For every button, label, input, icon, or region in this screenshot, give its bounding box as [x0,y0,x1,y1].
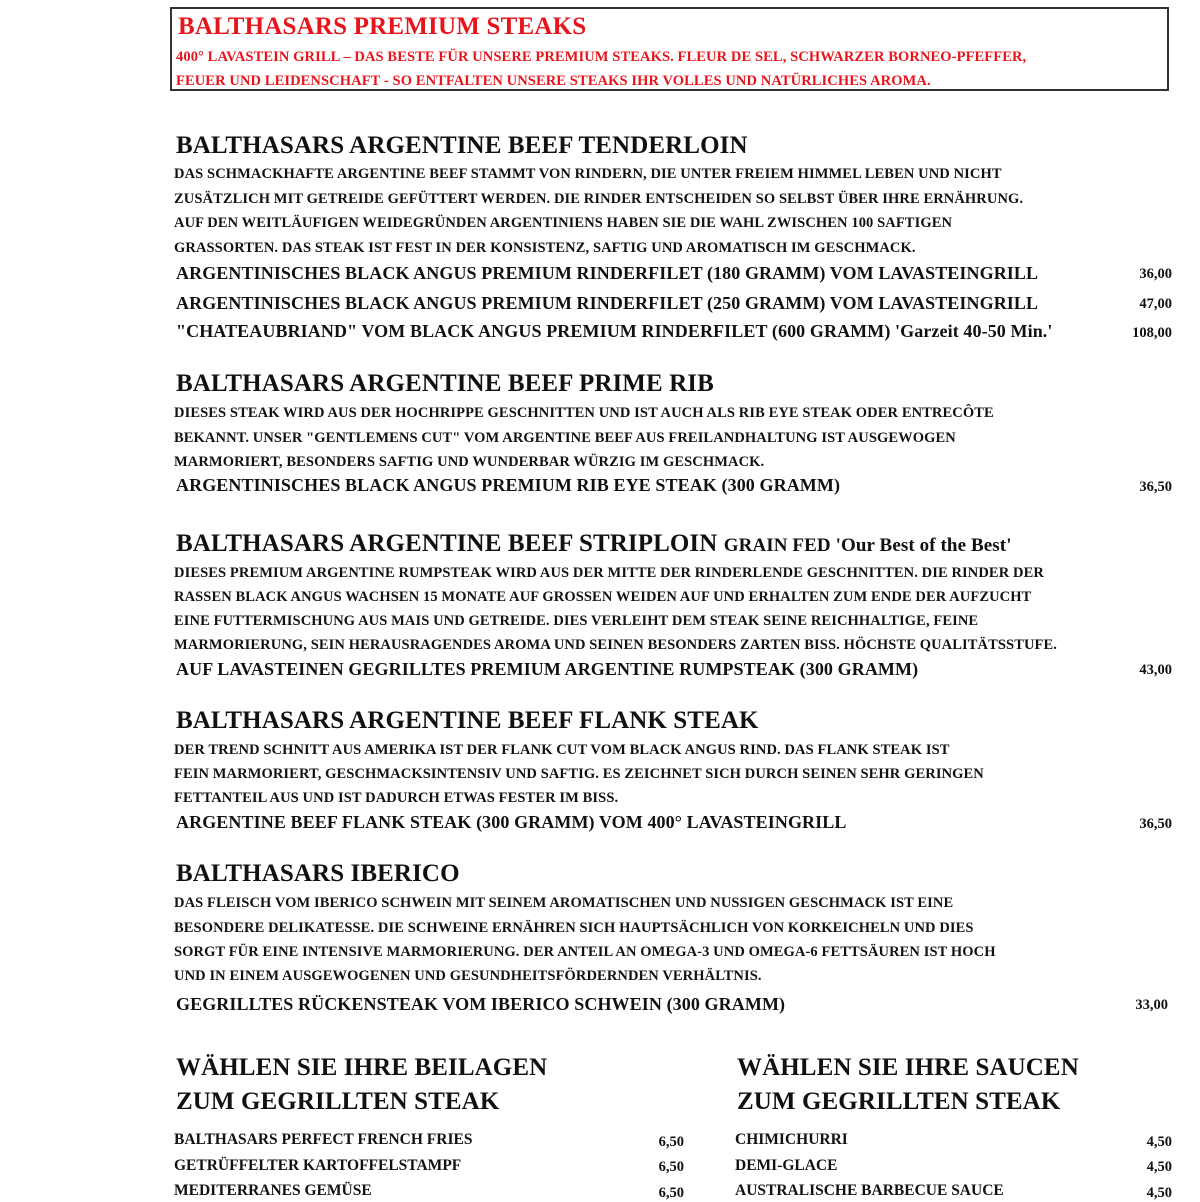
section-desc-line: FEIN MARMORIERT, GESCHMACKSINTENSIV UND SAFTIG. ES ZEICHNET SICH DURCH SEINEN SEHR GERINGEN [174,766,984,782]
header-intro-line-1: 400° LAVASTEIN GRILL – DAS BESTE FÜR UNSERE PREMIUM STEAKS. FLEUR DE SEL, SCHWARZER BORNEO-PFEFFER, [176,49,1027,65]
side-item-name: BALTHASARS PERFECT FRENCH FRIES [174,1131,473,1148]
menu-item-price: 33,00 [1135,997,1168,1013]
side-item-name: MEDITERRANES GEMÜSE [174,1182,372,1199]
section-subtitle: GRAIN FED 'Our Best of the Best' [723,535,1012,556]
section-desc-line: MARMORIERT, BESONDERS SAFTIG UND WUNDERBAR WÜRZIG IM GESCHMACK. [174,454,765,470]
menu-item-name: ARGENTINISCHES BLACK ANGUS PREMIUM RIB EYE STEAK (300 GRAMM) [176,475,841,495]
section-desc-line: DAS SCHMACKHAFTE ARGENTINE BEEF STAMMT VON RINDERN, DIE UNTER FREIEM HIMMEL LEBEN UND NICHT [174,166,1002,182]
sauces-title-line-1: WÄHLEN SIE IHRE SAUCEN [737,1054,1079,1081]
header-box [170,7,1169,91]
menu-item-name: GEGRILLTES RÜCKENSTEAK VOM IBERICO SCHWEIN (300 GRAMM) [176,994,786,1014]
menu-item-price: 36,50 [1139,479,1172,495]
section-title-text: BALTHASARS ARGENTINE BEEF STRIPLOIN [176,530,718,557]
sauce-item-name: DEMI-GLACE [735,1157,838,1174]
menu-item-price: 43,00 [1139,662,1172,678]
section-desc-line: FETTANTEIL AUS UND IST DADURCH ETWAS FESTER IM BISS. [174,790,619,806]
section-desc-line: DER TREND SCHNITT AUS AMERIKA IST DER FLANK CUT VOM BLACK ANGUS RIND. DAS FLANK STEAK IST [174,742,950,758]
menu-item-price: 36,50 [1139,816,1172,832]
sauce-item-name: AUSTRALISCHE BARBECUE SAUCE [735,1182,1004,1199]
section-title-tenderloin: BALTHASARS ARGENTINE BEEF TENDERLOIN [176,132,748,159]
side-item-name: GETRÜFFELTER KARTOFFELSTAMPF [174,1157,462,1174]
section-title-prime-rib: BALTHASARS ARGENTINE BEEF PRIME RIB [176,370,714,397]
section-desc-line: ZUSÄTZLICH MIT GETREIDE GEFÜTTERT WERDEN. DIE RINDER ENTSCHEIDEN SO SELBST ÜBER IHRE ERNÄHRUNG. [174,191,1024,207]
section-title-iberico: BALTHASARS IBERICO [176,860,460,887]
section-desc-line: AUF DEN WEITLÄUFIGEN WEIDEGRÜNDEN ARGENTINIENS HABEN SIE DIE WAHL ZWISCHEN 100 SAFTIGEN [174,215,953,231]
side-item-price: 6,50 [658,1134,684,1150]
side-item-price: 6,50 [658,1159,684,1175]
menu-item-name: AUF LAVASTEINEN GEGRILLTES PREMIUM ARGENTINE RUMPSTEAK (300 GRAMM) [176,659,919,679]
section-desc-line: GRASSORTEN. DAS STEAK IST FEST IN DER KONSISTENZ, SAFTIG UND AROMATISCH IM GESCHMACK. [174,240,916,256]
menu-item-name: "CHATEAUBRIAND" VOM BLACK ANGUS PREMIUM RINDERFILET (600 GRAMM) 'Garzeit 40-50 Min.' [176,321,1053,341]
menu-item-price: 108,00 [1132,325,1172,341]
sauce-item-price: 4,50 [1146,1185,1172,1201]
section-desc-line: EINE FUTTERMISCHUNG AUS MAIS UND GETREIDE. DIES VERLEIHT DEM STEAK SEINE REICHHALTIGE, FEINE [174,613,979,629]
menu-item-name: ARGENTINE BEEF FLANK STEAK (300 GRAMM) VOM 400° LAVASTEINGRILL [176,812,847,832]
sides-title-line-1: WÄHLEN SIE IHRE BEILAGEN [176,1054,548,1081]
menu-item-price: 47,00 [1139,296,1172,312]
sauces-title-line-2: ZUM GEGRILLTEN STEAK [737,1088,1061,1115]
menu-item-price: 36,00 [1139,266,1172,282]
menu-title: BALTHASARS PREMIUM STEAKS [178,13,587,40]
section-desc-line: SORGT FÜR EINE INTENSIVE MARMORIERUNG. DER ANTEIL AN OMEGA-3 UND OMEGA-6 FETTSÄUREN IST HOCH [174,944,996,960]
section-title-striploin [176,530,1012,558]
side-item-price: 6,50 [658,1185,684,1201]
menu-item-name: ARGENTINISCHES BLACK ANGUS PREMIUM RINDERFILET (250 GRAMM) VOM LAVASTEINGRILL [176,293,1039,313]
section-desc-line: UND IN EINEM AUSGEWOGENEN UND GESUNDHEITSFÖRDERNDEN VERHÄLTNIS. [174,968,762,984]
section-desc-line: MARMORIERUNG, SEIN HERAUSRAGENDES AROMA UND SEINEN BESONDERS ZARTEN BISS. HÖCHSTE QUALITÄTSSTUFE. [174,637,1057,653]
section-desc-line: RASSEN BLACK ANGUS WACHSEN 15 MONATE AUF GROSSEN WEIDEN AUF UND ERHALTEN ZUM ENDE DER AUFZUCHT [174,589,1032,605]
header-intro-line-2: FEUER UND LEIDENSCHAFT - SO ENTFALTEN UNSERE STEAKS IHR VOLLES UND NATÜRLICHES AROMA. [176,73,931,89]
section-desc-line: BESONDERE DELIKATESSE. DIE SCHWEINE ERNÄHREN SICH HAUPTSÄCHLICH VON KORKEICHELN UND DIES [174,920,974,936]
section-desc-line: DAS FLEISCH VOM IBERICO SCHWEIN MIT SEINEM AROMATISCHEN UND NUSSIGEN GESCHMACK IST EINE [174,895,954,911]
sauce-item-price: 4,50 [1146,1159,1172,1175]
section-desc-line: BEKANNT. UNSER "GENTLEMENS CUT" VOM ARGENTINE BEEF AUS FREILANDHALTUNG IST AUSGEWOGEN [174,430,956,446]
menu-item-name: ARGENTINISCHES BLACK ANGUS PREMIUM RINDERFILET (180 GRAMM) VOM LAVASTEINGRILL [176,263,1039,283]
section-desc-line: DIESES PREMIUM ARGENTINE RUMPSTEAK WIRD AUS DER MITTE DER RINDERLENDE GESCHNITTEN. DIE RINDER DER [174,565,1044,581]
sauce-item-name: CHIMICHURRI [735,1131,848,1148]
sides-title-line-2: ZUM GEGRILLTEN STEAK [176,1088,500,1115]
sauce-item-price: 4,50 [1146,1134,1172,1150]
section-desc-line: DIESES STEAK WIRD AUS DER HOCHRIPPE GESCHNITTEN UND IST AUCH ALS RIB EYE STEAK ODER ENTRECÔTE [174,405,994,421]
section-title-flank-steak: BALTHASARS ARGENTINE BEEF FLANK STEAK [176,707,759,734]
